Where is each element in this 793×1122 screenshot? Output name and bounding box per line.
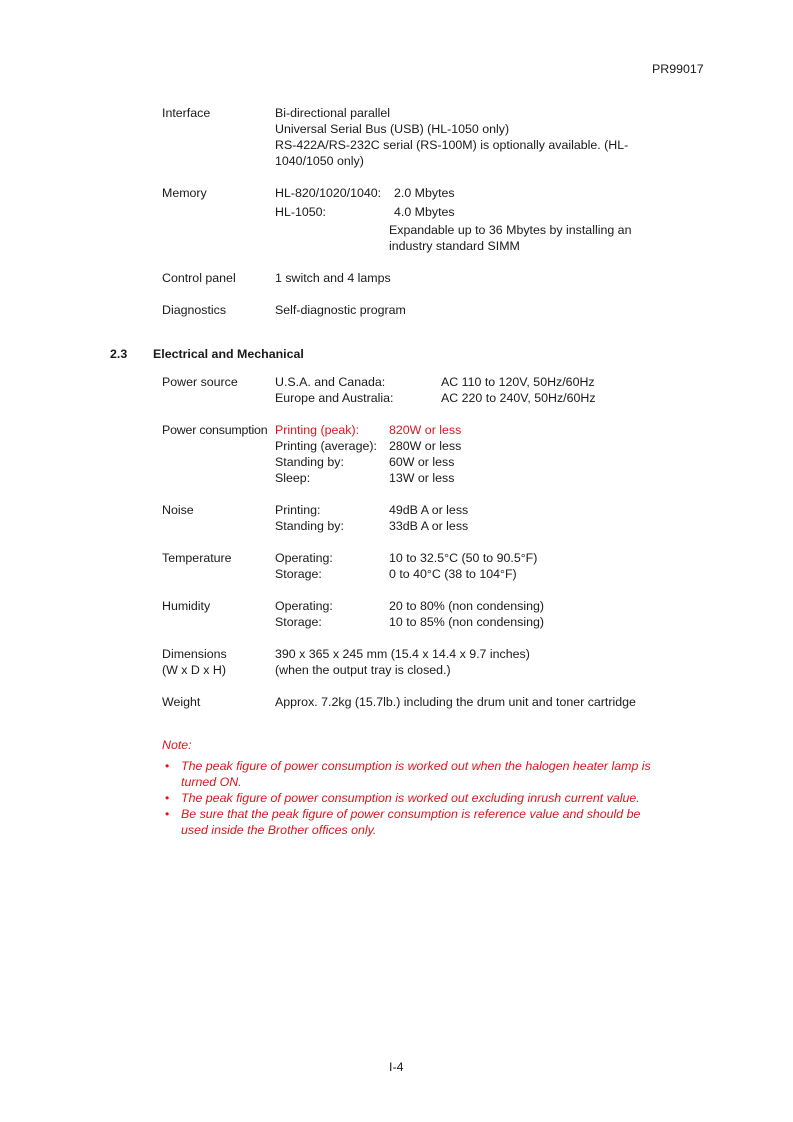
bullet-icon: • [165,807,170,821]
power-source-region-2: Europe and Australia: [275,391,394,405]
temperature-storage-label: Storage: [275,567,322,581]
document-id: PR99017 [652,62,704,76]
power-standby-label: Standing by: [275,455,344,469]
control-panel-value: 1 switch and 4 lamps [275,271,391,285]
memory-label: Memory [162,186,207,200]
memory-value-2: 4.0 Mbytes [394,205,455,219]
memory-model-2: HL-1050: [275,205,326,219]
power-average-label: Printing (average): [275,439,377,453]
power-source-label: Power source [162,375,238,389]
noise-printing-label: Printing: [275,503,321,517]
humidity-operating-value: 20 to 80% (non condensing) [389,599,544,613]
memory-expand-2: industry standard SIMM [389,239,520,253]
section-number: 2.3 [110,347,128,361]
noise-printing-value: 49dB A or less [389,503,469,517]
memory-value-1: 2.0 Mbytes [394,186,455,200]
temperature-label: Temperature [162,551,232,565]
note-item-2-line-1: The peak figure of power consumption is worked out excluding inrush current value. [181,791,640,805]
interface-line-3: RS-422A/RS-232C serial (RS-100M) is optionally available. (HL- [275,138,629,152]
dimensions-note: (when the output tray is closed.) [275,663,451,677]
temperature-operating-value: 10 to 32.5°C (50 to 90.5°F) [389,551,538,565]
humidity-label: Humidity [162,599,211,613]
noise-standby-value: 33dB A or less [389,519,469,533]
temperature-operating-label: Operating: [275,551,333,565]
power-peak-label: Printing (peak): [275,423,360,437]
dimensions-label: Dimensions [162,647,227,661]
note-item-3-line-2: used inside the Brother offices only. [181,823,377,837]
interface-line-2: Universal Serial Bus (USB) (HL-1050 only) [275,122,510,136]
weight-value: Approx. 7.2kg (15.7lb.) including the drum unit and toner cartridge [275,695,636,709]
interface-label: Interface [162,106,211,120]
power-source-region-1: U.S.A. and Canada: [275,375,386,389]
power-average-value: 280W or less [389,439,462,453]
power-source-value-2: AC 220 to 240V, 50Hz/60Hz [441,391,596,405]
control-panel-label: Control panel [162,271,236,285]
interface-line-4: 1040/1050 only) [275,154,364,168]
power-sleep-value: 13W or less [389,471,455,485]
power-sleep-label: Sleep: [275,471,311,485]
temperature-storage-value: 0 to 40°C (38 to 104°F) [389,567,517,581]
note-item-3-line-1: Be sure that the peak figure of power consumption is reference value and should be [181,807,641,821]
humidity-storage-label: Storage: [275,615,322,629]
power-consumption-label: Power consumption [162,423,268,437]
page-number: I-4 [389,1060,404,1074]
power-standby-value: 60W or less [389,455,455,469]
weight-label: Weight [162,695,201,709]
section-title: Electrical and Mechanical [153,347,304,361]
power-peak-value: 820W or less [389,423,462,437]
note-item-1-line-1: The peak figure of power consumption is worked out when the halogen heater lamp is [181,759,651,773]
humidity-operating-label: Operating: [275,599,333,613]
note-item-1-line-2: turned ON. [181,775,242,789]
diagnostics-label: Diagnostics [162,303,227,317]
power-source-value-1: AC 110 to 120V, 50Hz/60Hz [441,375,595,389]
noise-standby-label: Standing by: [275,519,344,533]
note-title: Note: [162,738,192,752]
memory-model-1: HL-820/1020/1040: [275,186,382,200]
bullet-icon: • [165,791,170,805]
noise-label: Noise [162,503,194,517]
memory-expand-1: Expandable up to 36 Mbytes by installing an [389,223,632,237]
interface-line-1: Bi-directional parallel [275,106,391,120]
dimensions-value: 390 x 365 x 245 mm (15.4 x 14.4 x 9.7 inches) [275,647,530,661]
diagnostics-value: Self-diagnostic program [275,303,406,317]
humidity-storage-value: 10 to 85% (non condensing) [389,615,544,629]
dimensions-sublabel: (W x D x H) [162,663,227,677]
bullet-icon: • [165,759,170,773]
